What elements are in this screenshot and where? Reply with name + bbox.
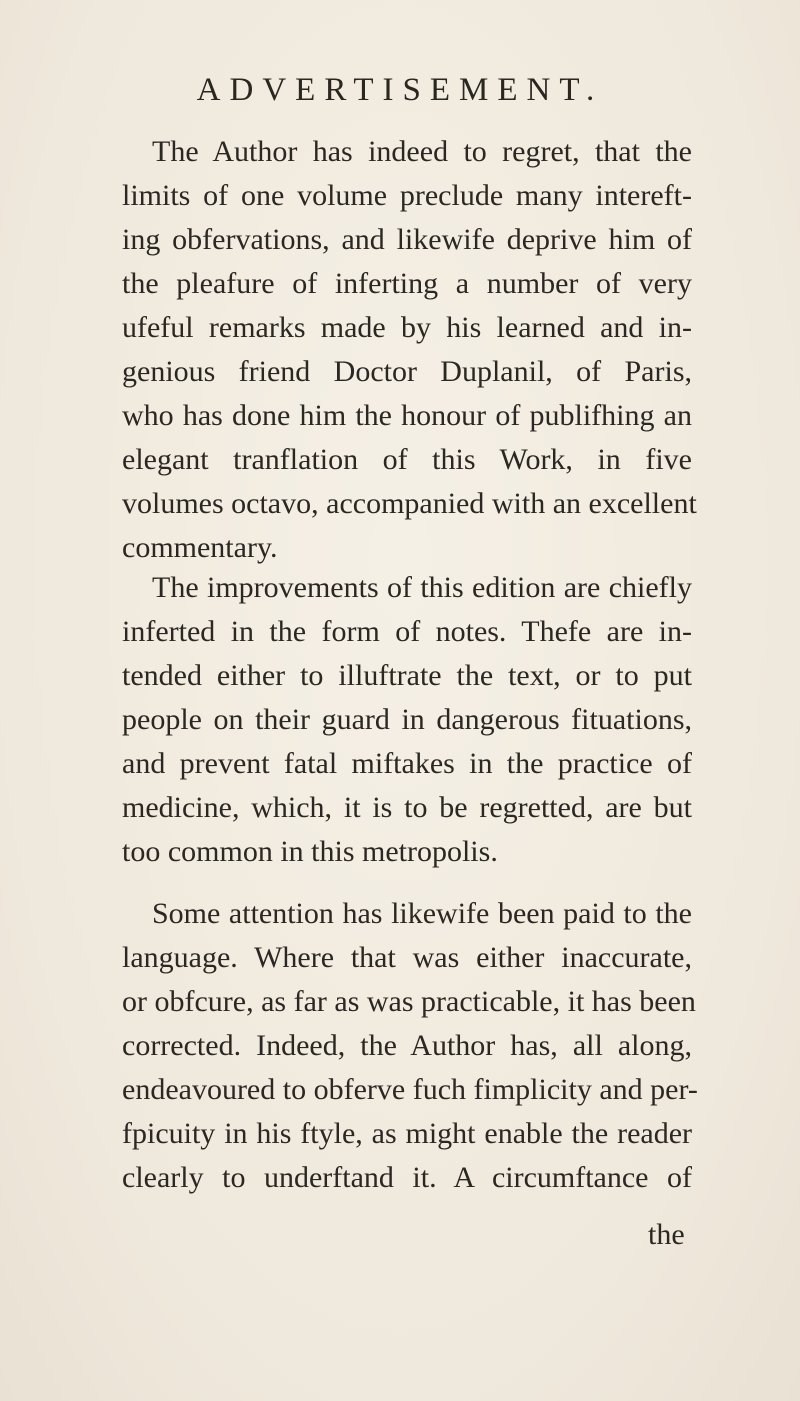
text-line: The Author has indeed to regret, that the bbox=[152, 135, 692, 168]
text-line: volumes octavo, accompanied with an excellent bbox=[122, 487, 697, 520]
text-line: ing obfervations, and likewife deprive him of bbox=[122, 223, 692, 256]
text-line: ufeful remarks made by his learned and in- bbox=[122, 311, 692, 344]
text-line: fpicuity in his ftyle, as might enable the reader bbox=[122, 1117, 692, 1150]
page-heading: ADVERTISEMENT. bbox=[196, 72, 604, 108]
text-line: elegant tranflation of this Work, in five bbox=[122, 443, 692, 476]
text-line: and prevent fatal miftakes in the practice of bbox=[122, 747, 692, 780]
paragraph-2 bbox=[122, 566, 692, 874]
paragraph-1 bbox=[122, 130, 697, 570]
text-line: clearly to underftand it. A circumftance of bbox=[122, 1161, 692, 1194]
text-line: corrected. Indeed, the Author has, all along, bbox=[122, 1029, 692, 1062]
text-line: people on their guard in dangerous fituations, bbox=[122, 703, 692, 736]
text-line: Some attention has likewife been paid to the bbox=[152, 897, 692, 930]
paragraph-3 bbox=[122, 892, 698, 1200]
text-line: or obfcure, as far as was practicable, it has been bbox=[122, 985, 696, 1018]
text-line: endeavoured to obferve fuch fimplicity and per- bbox=[122, 1073, 698, 1106]
text-line: limits of one volume preclude many intereft- bbox=[122, 179, 692, 212]
text-line: commentary. bbox=[122, 531, 278, 564]
text-line: The improvements of this edition are chiefly bbox=[152, 571, 692, 604]
catchword: the bbox=[648, 1218, 685, 1251]
text-line: the pleafure of inferting a number of very bbox=[122, 267, 692, 300]
text-line: inferted in the form of notes. Thefe are in- bbox=[122, 615, 692, 648]
text-line: tended either to illuftrate the text, or to put bbox=[122, 659, 692, 692]
text-line: too common in this metropolis. bbox=[122, 835, 498, 868]
text-line: who has done him the honour of publifhing an bbox=[122, 399, 692, 432]
text-line: genious friend Doctor Duplanil, of Paris, bbox=[122, 355, 692, 388]
text-line: language. Where that was either inaccurate, bbox=[122, 941, 692, 974]
text-line: medicine, which, it is to be regretted, are but bbox=[122, 791, 692, 824]
